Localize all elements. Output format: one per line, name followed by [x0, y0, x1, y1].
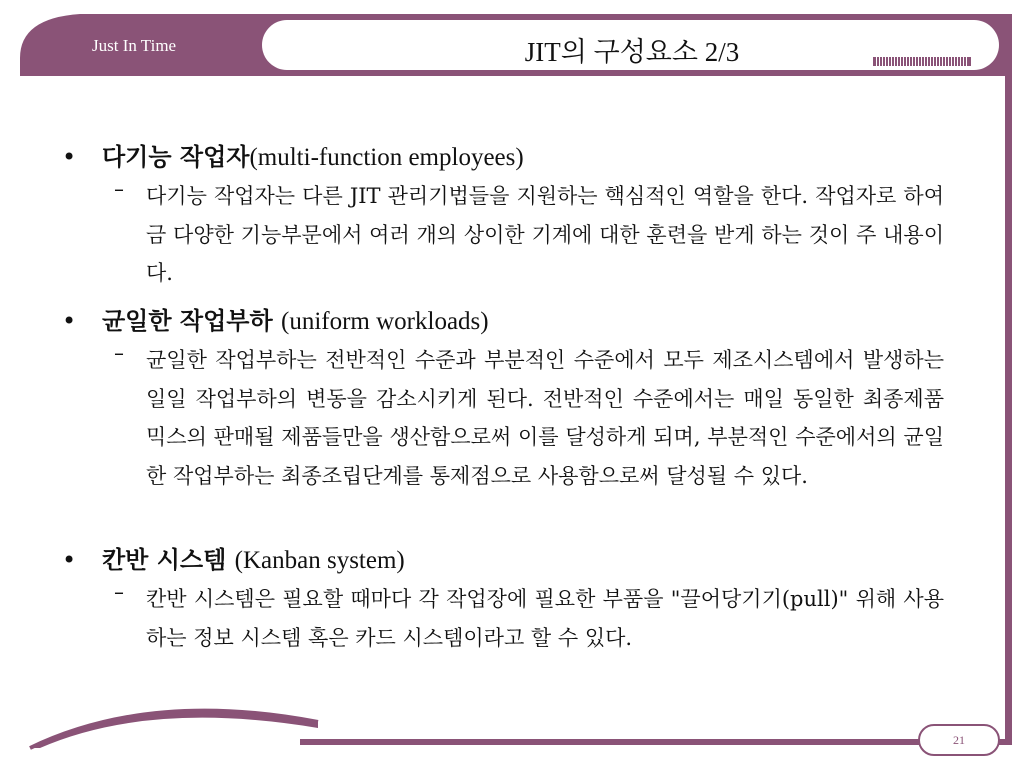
- bullet-dot-icon: •: [62, 143, 77, 171]
- sub-item: [114, 177, 944, 293]
- sub-item: [114, 580, 944, 657]
- bullet-heading: 칸반 시스템 (Kanban system): [102, 545, 405, 574]
- slide-title: JIT의 구성요소 2/3: [524, 37, 740, 67]
- footer-line: [300, 739, 1012, 745]
- bullet-item: [62, 301, 489, 336]
- sub-text: 칸반 시스템은 필요할 때마다 각 작업장에 필요한 부품을 "끌어당기기(pull)" 위해 사용하는 정보 시스템 혹은 카드 시스템이라고 할 수 있다.: [146, 587, 944, 650]
- dash-icon: –: [114, 341, 124, 365]
- bullet-heading: 균일한 작업부하 (uniform workloads): [102, 306, 489, 335]
- dash-icon: –: [114, 177, 124, 201]
- bullet-heading: 다기능 작업자(multi-function employees): [102, 142, 524, 171]
- sub-item: [114, 341, 944, 495]
- bullet-dot-icon: •: [62, 546, 77, 574]
- bullet-dot-icon: •: [62, 307, 77, 335]
- sub-text: 다기능 작업자는 다른 JIT 관리기법들을 지원하는 핵심적인 역할을 한다. 작업자로 하여금 다양한 기능부문에서 여러 개의 상이한 기계에 대한 훈련을 받게 하는 것이 주 내용이다.: [146, 184, 944, 285]
- page-number: 21: [953, 733, 965, 747]
- bullet-item: [62, 137, 524, 172]
- dash-icon: –: [114, 580, 124, 604]
- section-label: Just In Time: [92, 36, 177, 55]
- bullet-item: [62, 540, 405, 575]
- sub-text: 균일한 작업부하는 전반적인 수준과 부분적인 수준에서 모두 제조시스템에서 발생하는 일일 작업부하의 변동을 감소시키게 된다. 전반적인 수준에서는 매일 동일한 최종제품 믹스의 판매될 제품들만을 생산함으로써 이를 달성하게 되며, 부분적인 수준에서의 균일한 작업부하는 최종조립단계를 통제점으로 사용함으로써 달성될 수 있다.: [146, 348, 944, 488]
